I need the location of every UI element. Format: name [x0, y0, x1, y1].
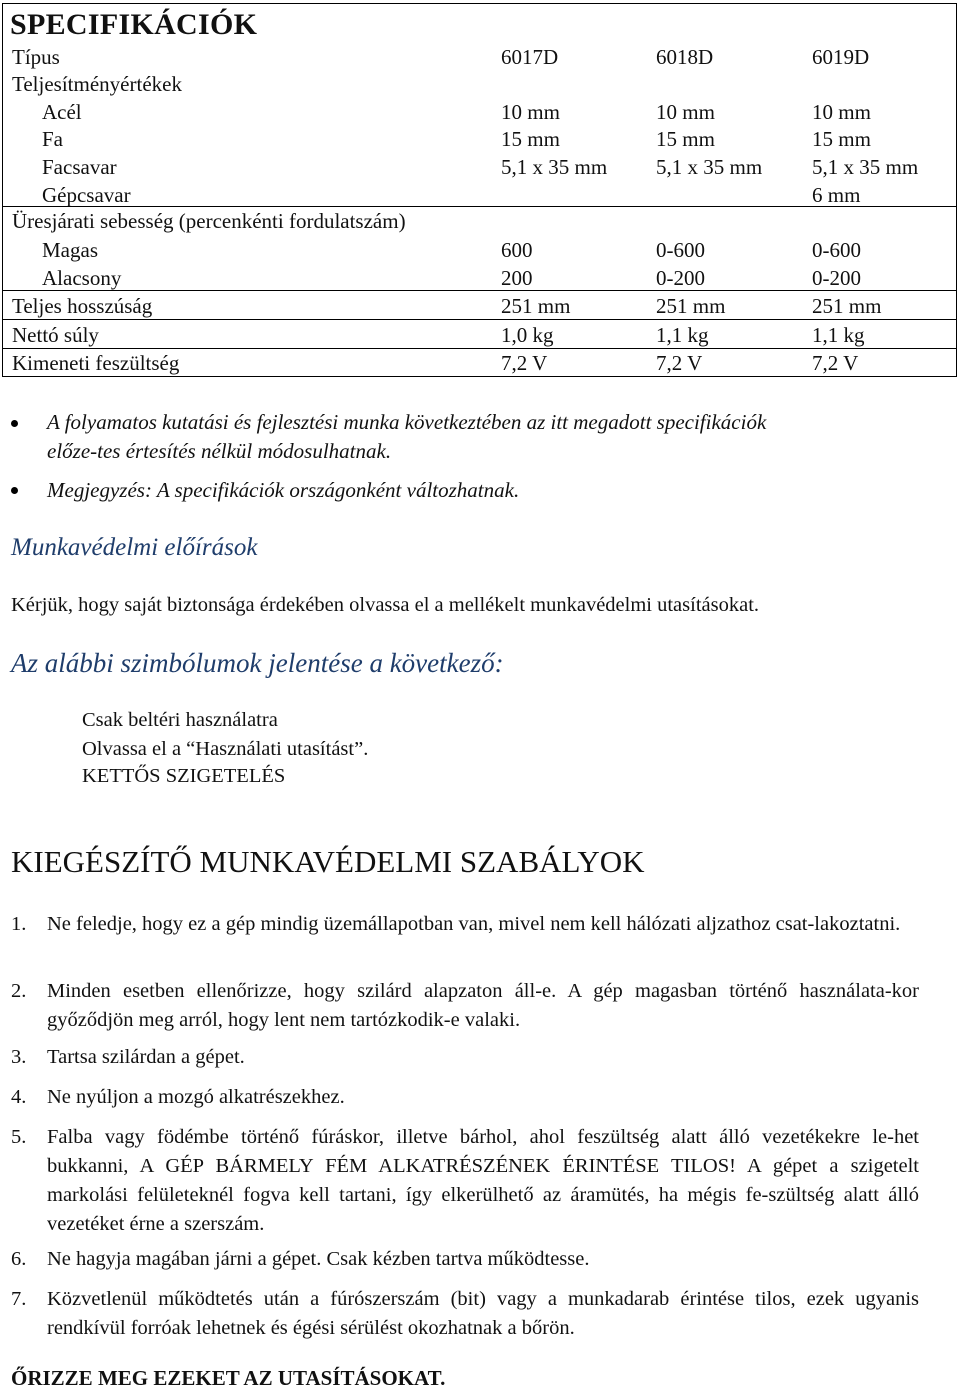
rule-number: 3. [11, 1046, 27, 1068]
symbol-indoor-use: Csak beltéri használatra [82, 709, 278, 731]
rule-text: Falba vagy födémbe történő fúráskor, illetve bárhol, ahol feszültség alatt álló vezetékekre le-het bukkanni, A GÉP BÁRMELY FÉM ALKATRÉSZÉNEK ÉRINTÉSE TILOS! A gépet a szigetelt markolási felületeknél fogva kell tartani, így elkerülhető az áramütés, ha mégis fe-szültség alatt álló vezetéket érne a szerszám. [47, 1126, 919, 1235]
length-value: 251 mm [656, 294, 726, 318]
speed-value: 0-200 [812, 266, 861, 290]
row-divider [2, 319, 957, 320]
speed-value: 600 [501, 238, 533, 262]
symbol-double-insulation: KETTŐS SZIGETELÉS [82, 765, 286, 787]
speed-value: 0-600 [656, 238, 705, 262]
capacity-value: 10 mm [501, 100, 560, 124]
speed-row-label: Magas [42, 238, 98, 262]
voltage-label: Kimeneti feszültség [12, 351, 180, 375]
capacity-row-label: Gépcsavar [42, 183, 131, 207]
voltage-value: 7,2 V [656, 351, 703, 375]
footer-keep-instructions: ŐRIZZE MEG EZEKET AZ UTASÍTÁSOKAT. [11, 1366, 446, 1390]
bullet-icon [11, 487, 18, 494]
capacity-value: 10 mm [812, 100, 871, 124]
capacity-value: 15 mm [656, 127, 715, 151]
model-6018d: 6018D [656, 45, 714, 69]
rule-text: Ne feledje, hogy ez a gép mindig üzemállapotban van, mivel nem kell hálózati aljzathoz csat-lakoztatni. [47, 913, 901, 935]
rule-number: 5. [11, 1126, 27, 1148]
rule-text: Tartsa szilárdan a gépet. [47, 1046, 245, 1068]
note-research: A folyamatos kutatási és fejlesztési munka következtében az itt megadott specifikációk [47, 410, 767, 434]
rule-number: 6. [11, 1248, 27, 1270]
capacity-value: 15 mm [812, 127, 871, 151]
rule-number: 7. [11, 1288, 27, 1310]
capacity-value: 10 mm [656, 100, 715, 124]
rule-number: 1. [11, 913, 27, 935]
voltage-value: 7,2 V [501, 351, 548, 375]
note-research-cont: előze-tes értesítés nélkül módosulhatnak. [47, 439, 392, 463]
type-label: Típus [12, 45, 60, 69]
speed-row-label: Alacsony [42, 266, 122, 290]
speed-value: 0-200 [656, 266, 705, 290]
rule-text: Ne hagyja magában járni a gépet. Csak kézben tartva működtesse. [47, 1248, 590, 1270]
rule-text: Közvetlenül működtetés után a fúrószerszám (bit) vagy a munkadarab érintése tilos, ezek ugyanis rendkívül forróak lehetnek és égési sérülést okozhatnak a bőrön. [47, 1288, 919, 1339]
safety-heading: Munkavédelmi előírások [11, 534, 258, 561]
rule-text: Minden esetben ellenőrizze, hogy szilárd alapzaton áll-e. A gép magasban történő használata-kor győződjön meg arról, hogy lent nem tartózkodik-e valaki. [47, 980, 919, 1031]
capacity-value: 5,1 x 35 mm [656, 155, 763, 179]
model-6017d: 6017D [501, 45, 559, 69]
rule-number: 2. [11, 980, 27, 1002]
symbol-read-manual: Olvassa el a “Használati utasítást”. [82, 738, 369, 760]
capacity-label: Teljesítményértékek [12, 72, 182, 96]
weight-value: 1,1 kg [656, 323, 709, 347]
capacity-row-label: Fa [42, 127, 63, 151]
capacity-row-label: Facsavar [42, 155, 117, 179]
capacity-value: 15 mm [501, 127, 560, 151]
capacity-row-label: Acél [42, 100, 82, 124]
capacity-value: 6 mm [812, 183, 861, 207]
length-value: 251 mm [501, 294, 571, 318]
capacity-value: 5,1 x 35 mm [812, 155, 919, 179]
capacity-value: 5,1 x 35 mm [501, 155, 608, 179]
model-6019d: 6019D [812, 45, 870, 69]
rule-number: 4. [11, 1086, 27, 1108]
weight-label: Nettó súly [12, 323, 99, 347]
voltage-value: 7,2 V [812, 351, 859, 375]
row-divider [2, 290, 957, 291]
weight-value: 1,0 kg [501, 323, 554, 347]
note-country: Megjegyzés: A specifikációk országonként változhatnak. [47, 478, 520, 502]
rules-heading: KIEGÉSZÍTŐ MUNKAVÉDELMI SZABÁLYOK [11, 844, 645, 879]
symbols-heading: Az alábbi szimbólumok jelentése a következő: [11, 648, 504, 678]
length-value: 251 mm [812, 294, 882, 318]
rule-text: Ne nyúljon a mozgó alkatrészekhez. [47, 1086, 345, 1108]
speed-value: 0-600 [812, 238, 861, 262]
safety-text: Kérjük, hogy saját biztonsága érdekében olvassa el a mellékelt munkavédelmi utasításokat. [11, 594, 760, 616]
spec-title: SPECIFIKÁCIÓK [10, 8, 258, 41]
weight-value: 1,1 kg [812, 323, 865, 347]
bullet-icon [11, 420, 18, 427]
speed-label: Üresjárati sebesség (percenkénti fordulatszám) [12, 209, 406, 233]
speed-value: 200 [501, 266, 533, 290]
length-label: Teljes hosszúság [12, 294, 153, 318]
